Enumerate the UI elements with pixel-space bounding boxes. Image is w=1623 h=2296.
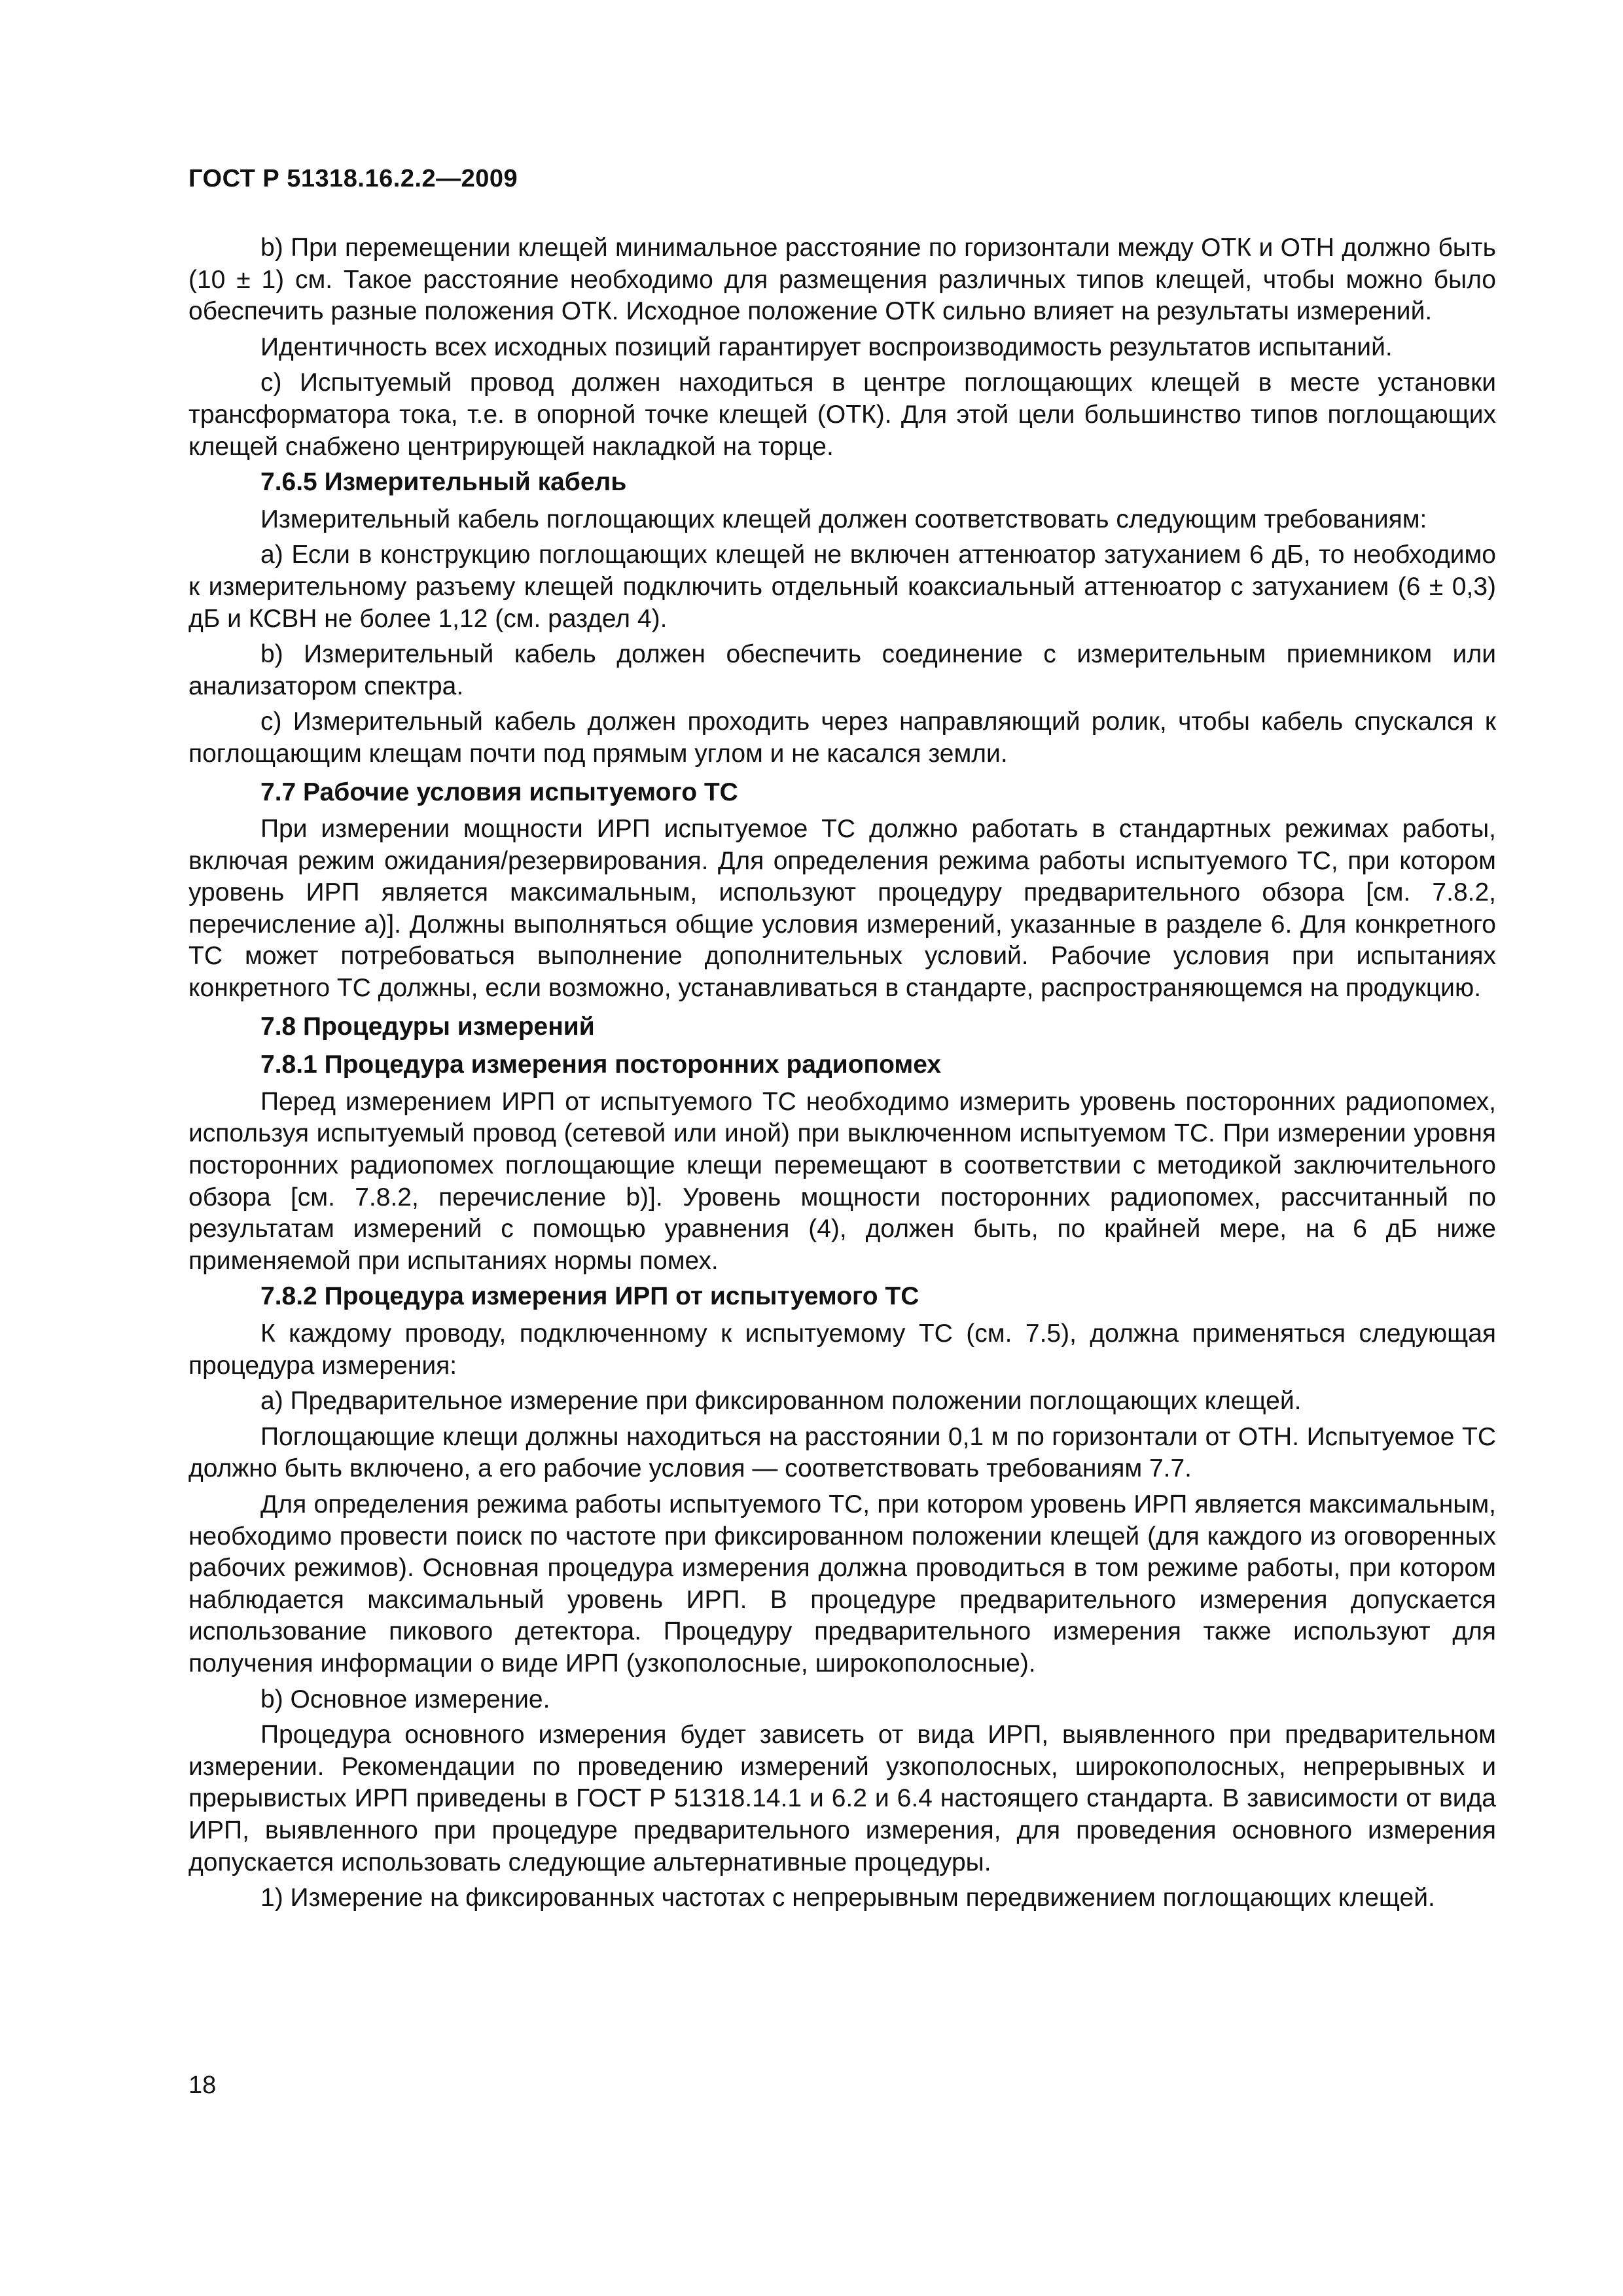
paragraph: Перед измерением ИРП от испытуемого ТС необходимо измерить уровень посторонних радиопомех, используя испытуемый провод (сетевой или иной) при выключенном испытуемом ТС. При измерении уровня посторонних радиопомех поглощающие клещи перемещают в соответствии с методикой заключительного обзора [см. 7.8.2, перечисление b)]. Уровень мощности посторонних радиопомех, рассчитанный по результатам измерений с помощью уравнения (4), должен быть, по крайней мере, на 6 дБ ниже применяемой при испытаниях нормы помех. xyxy=(188,1087,1496,1275)
paragraph: Измерительный кабель поглощающих клещей должен соответствовать следующим требованиям: xyxy=(260,505,1427,533)
paragraph: a) Если в конструкцию поглощающих клещей не включен аттенюатор затуханием 6 дБ, то необходимо к измерительному разъему клещей подключить отдельный коаксиальный аттенюатор с затуханием (6 ± 0,3) дБ и КСВН не более 1,12 (см. раздел 4). xyxy=(188,541,1496,633)
paragraph: b) Измерительный кабель должен обеспечить соединение с измерительным приемником или анализатором спектра. xyxy=(188,640,1496,700)
paragraph: 1) Измерение на фиксированных частотах с непрерывным передвижением поглощающих клещей. xyxy=(260,1884,1435,1912)
section-heading: 7.8.1 Процедура измерения посторонних радиопомех xyxy=(260,1050,942,1079)
paragraph: b) При перемещении клещей минимальное расстояние по горизонтали между ОТК и ОТН должно быть (10 ± 1) см. Такое расстояние необходимо для размещения различных типов клещей, чтобы можно было обеспечить разные положения ОТК. Исходное положение ОТК сильно влияет на результаты измерений. xyxy=(188,234,1496,326)
paragraph: К каждому проводу, подключенному к испытуемому ТС (см. 7.5), должна применяться следующая процедура измерения: xyxy=(188,1319,1496,1380)
document-header: ГОСТ Р 51318.16.2.2—2009 xyxy=(188,165,518,192)
section-heading: 7.7 Рабочие условия испытуемого ТС xyxy=(260,778,738,806)
paragraph: b) Основное измерение. xyxy=(260,1685,550,1713)
paragraph: c) Испытуемый провод должен находиться в центре поглощающих клещей в месте установки трансформатора тока, т.е. в опорной точке клещей (ОТК). Для этой цели большинство типов поглощающих клещей снабжено центрирующей накладкой на торце. xyxy=(188,368,1496,461)
paragraph: При измерении мощности ИРП испытуемое ТС должно работать в стандартных режимах работы, включая режим ожидания/резервирования. Для определения режима работы испытуемого ТС, при котором уровень ИРП является максимальным, используют процедуру предварительного обзора [см. 7.8.2, перечисление a)]. Должны выполняться общие условия измерений, указанные в разделе 6. Для конкретного ТС может потребоваться выполнение дополнительных условий. Рабочие условия при испытаниях конкретного ТС должны, если возможно, устанавливаться в стандарте, распространяющемся на продукцию. xyxy=(188,815,1496,1003)
section-heading: 7.8 Процедуры измерений xyxy=(260,1012,595,1041)
paragraph: a) Предварительное измерение при фиксированном положении поглощающих клещей. xyxy=(260,1387,1302,1416)
section-heading: 7.8.2 Процедура измерения ИРП от испытуемого ТС xyxy=(260,1282,919,1311)
paragraph: Поглощающие клещи должны находиться на расстоянии 0,1 м по горизонтали от ОТН. Испытуемое ТС должно быть включено, а его рабочие условия — соответствовать требованиям 7.7. xyxy=(188,1422,1496,1483)
paragraph: Идентичность всех исходных позиций гарантирует воспроизводимость результатов испытаний. xyxy=(260,332,1393,361)
page-number: 18 xyxy=(188,2072,217,2099)
section-heading: 7.6.5 Измерительный кабель xyxy=(260,468,627,497)
paragraph: c) Измерительный кабель должен проходить через направляющий ролик, чтобы кабель спускался к поглощающим клещам почти под прямым углом и не касался земли. xyxy=(188,708,1496,768)
paragraph: Процедура основного измерения будет зависеть от вида ИРП, выявленного при предварительном измерении. Рекомендации по проведению измерений узкополосных, широкополосных, непрерывных и прерывистых ИРП приведены в ГОСТ Р 51318.14.1 и 6.2 и 6.4 настоящего стандарта. В зависимости от вида ИРП, выявленного при процедуре предварительного измерения, для проведения основного измерения допускается использовать следующие альтернативные процедуры. xyxy=(188,1721,1496,1876)
paragraph: Для определения режима работы испытуемого ТС, при котором уровень ИРП является максимальным, необходимо провести поиск по частоте при фиксированном положении клещей (для каждого из оговоренных рабочих режимов). Основная процедура измерения должна проводиться в том режиме работы, при котором наблюдается максимальный уровень ИРП. В процедуре предварительного измерения допускается использование пикового детектора. Процедуру предварительного измерения также используют для получения информации о виде ИРП (узкополосные, широкополосные). xyxy=(188,1490,1496,1677)
document-body xyxy=(188,232,1496,1918)
